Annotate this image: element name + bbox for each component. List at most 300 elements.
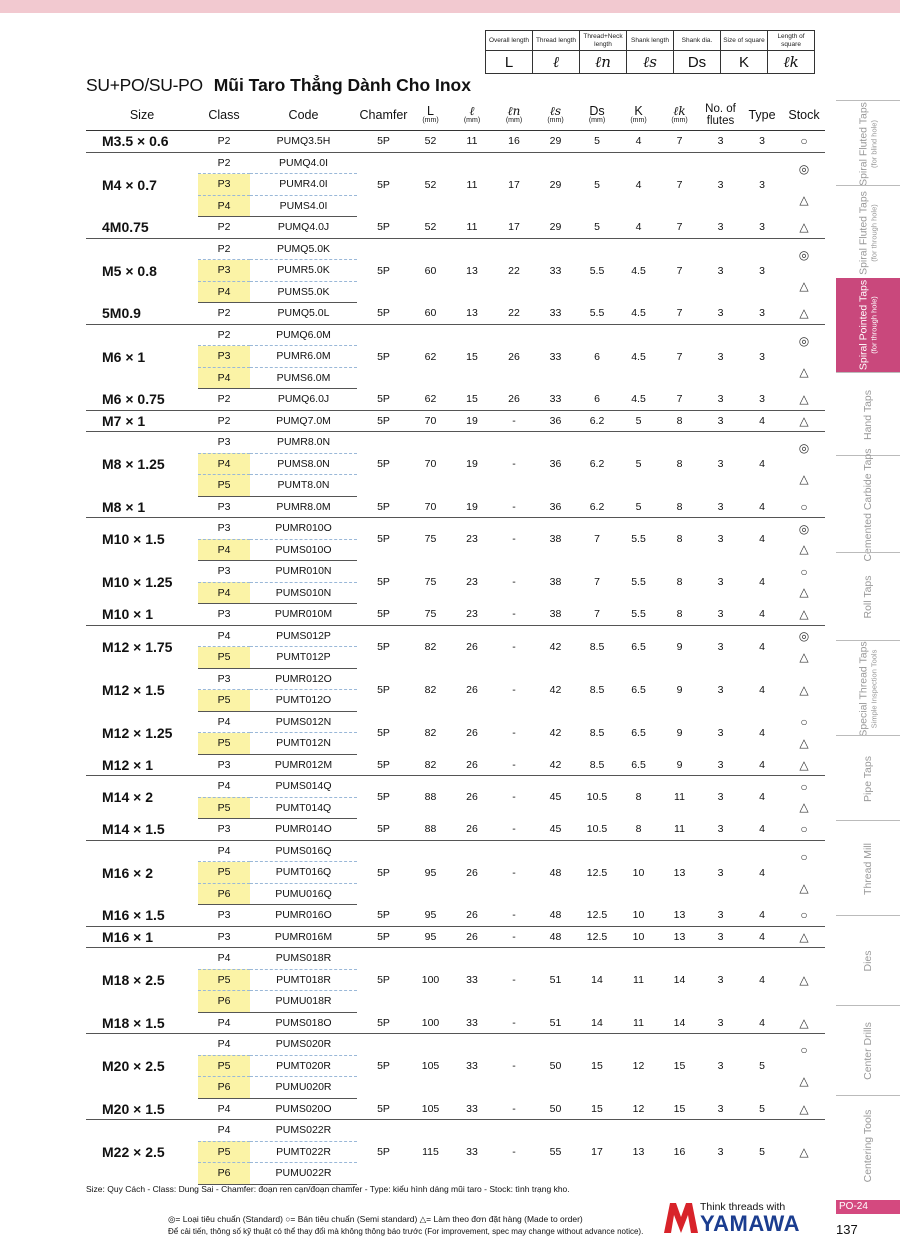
side-tab[interactable]	[836, 185, 900, 279]
side-tab-title: Spiral Pointed Taps	[857, 279, 870, 371]
dim-cell: -	[493, 604, 535, 626]
stock-cell	[783, 217, 825, 239]
dim-cell: 3	[700, 1012, 741, 1034]
dim-cell: 4	[759, 458, 765, 470]
col-L: L (mm)	[410, 100, 451, 131]
dim-cell: 3	[700, 1098, 741, 1120]
dim-cell: 5P	[357, 1012, 410, 1034]
dim-cell: 5	[594, 178, 600, 191]
dim-cell: 38	[535, 604, 576, 626]
dim-cell: 60	[424, 264, 437, 277]
dim-cell: 36	[549, 458, 562, 470]
dim-cell: 4	[741, 819, 783, 841]
class-cell: P5	[198, 969, 250, 991]
dim-cell: 5	[576, 217, 618, 239]
dim-cell: 5P	[377, 350, 390, 363]
dim-cell: 23	[451, 604, 493, 626]
dim-cell: 4	[741, 754, 783, 776]
side-tab[interactable]	[836, 735, 900, 821]
dim-cell: 50	[549, 1060, 562, 1072]
legend-symbol: ℓ	[533, 51, 580, 74]
dim-cell: 4	[759, 974, 765, 986]
dim-cell: 13	[659, 905, 700, 927]
class-cell: P5	[198, 797, 250, 819]
dim-cell: 5P	[357, 905, 410, 927]
dim-cell: 3	[700, 754, 741, 776]
dim-cell: 5.5	[618, 604, 659, 626]
table-header	[86, 100, 825, 131]
stock-symbol: ○	[800, 908, 808, 922]
dim-cell: 4	[635, 178, 642, 191]
dim-cell: 7	[676, 350, 683, 363]
stock-cell	[783, 1034, 825, 1099]
dim-cell: 4	[759, 866, 765, 879]
code-cell: PUMS010O	[250, 539, 357, 561]
dim-cell: -	[512, 791, 516, 804]
class-cell: P2	[198, 303, 250, 325]
stock-symbol: △	[799, 585, 809, 599]
dim-cell: 48	[549, 866, 562, 879]
class-cell: P4	[198, 840, 250, 862]
class-cell: P4	[198, 539, 250, 561]
code-cell: PUMT016Q	[250, 862, 357, 884]
dim-cell: 42	[549, 683, 562, 696]
side-tab[interactable]	[836, 820, 900, 916]
dim-cell: 4	[741, 1012, 783, 1034]
dim-cell: -	[493, 1012, 535, 1034]
side-tab-subtitle: (for blind hole)	[869, 119, 879, 168]
code-cell: PUMU018R	[250, 991, 357, 1013]
legend-header: Thread length	[533, 31, 580, 51]
class-cell: P2	[198, 217, 250, 239]
stock-symbol: △	[799, 607, 809, 621]
dim-cell: 52	[410, 217, 451, 239]
code-cell: PUMR6.0M	[250, 346, 357, 368]
class-cell: P4	[198, 1034, 250, 1056]
dim-cell: 75	[424, 533, 437, 546]
code-cell: PUMS8.0N	[250, 453, 357, 475]
legend-header: Thread+Neck length	[580, 31, 627, 51]
dim-cell: 13	[466, 264, 478, 277]
dim-cell: 4	[759, 640, 765, 653]
dim-cell: 9	[676, 640, 683, 653]
dim-cell: 5P	[377, 726, 390, 739]
stock-symbol: △	[799, 413, 809, 428]
dim-cell: 10.5	[576, 819, 618, 841]
dim-cell: 12	[618, 1098, 659, 1120]
legend-symbol: Ds	[674, 51, 721, 74]
dim-cell: 52	[410, 131, 451, 153]
table-row	[86, 1034, 825, 1056]
code-cell: PUMR010O	[250, 518, 357, 540]
stock-symbol: △	[799, 1074, 809, 1088]
class-cell: P5	[198, 1141, 250, 1163]
code-cell: PUMT012O	[250, 690, 357, 712]
side-tab-title: Center Drills	[862, 1022, 874, 1080]
size-cell: M6 × 0.75	[86, 389, 198, 411]
code-cell: PUMS018O	[250, 1012, 357, 1034]
stock-symbol: △	[799, 973, 809, 987]
dim-cell: 33	[549, 350, 562, 363]
stock-symbol: ◎	[798, 441, 810, 456]
dim-cell: 5P	[357, 604, 410, 626]
dim-cell: 7	[594, 533, 600, 546]
stock-symbol: △	[799, 757, 809, 772]
legend-header: Overall length	[486, 31, 533, 51]
side-tab-subtitle: Simple Inspection Tools	[869, 649, 879, 728]
stock-cell	[783, 410, 825, 432]
dim-cell: 82	[410, 754, 451, 776]
dim-cell: -	[512, 974, 516, 986]
dim-cell: -	[512, 726, 516, 739]
dim-cell: 5P	[377, 640, 390, 653]
dim-cell: 4	[741, 496, 783, 518]
stock-symbol: △	[799, 192, 809, 207]
size-cell: 5M0.9	[86, 303, 198, 325]
dim-cell: 10	[618, 905, 659, 927]
col-ls: ℓs (mm)	[535, 100, 576, 131]
stock-symbol: ○	[800, 134, 808, 149]
table-row	[86, 1120, 825, 1142]
class-cell: P6	[198, 883, 250, 905]
dim-cell: 22	[508, 264, 520, 277]
stock-cell	[783, 303, 825, 325]
dim-cell: 5P	[377, 683, 390, 696]
stock-cell	[783, 711, 825, 754]
dim-cell: 82	[424, 640, 437, 653]
stock-cell	[783, 948, 825, 1013]
stock-cell	[783, 152, 825, 217]
stock-cell	[783, 1120, 825, 1185]
stock-cell	[783, 561, 825, 604]
dim-cell: 48	[535, 926, 576, 948]
dim-cell: 5P	[377, 1146, 390, 1158]
stock-cell	[783, 668, 825, 711]
dim-cell: 8	[635, 791, 642, 804]
dim-cell: 33	[549, 264, 562, 277]
dim-cell: -	[512, 1146, 516, 1158]
dim-cell: 4.5	[618, 389, 659, 411]
stock-cell	[783, 324, 825, 389]
dim-cell: 4	[741, 604, 783, 626]
dim-cell: 4.5	[618, 303, 659, 325]
dim-cell: 5P	[377, 576, 390, 588]
table-row	[86, 1012, 825, 1034]
stock-cell	[783, 604, 825, 626]
class-cell: P4	[198, 948, 250, 970]
code-cell: PUMQ5.0K	[250, 238, 357, 260]
table-row	[86, 948, 825, 970]
dim-cell: 26	[493, 389, 535, 411]
stock-symbol: ○	[800, 849, 808, 864]
col-flutes: No. of flutes	[700, 100, 741, 131]
side-tab-title: Hand Taps	[862, 389, 874, 440]
dim-cell: 3	[700, 131, 741, 153]
dim-cell: 8.5	[576, 754, 618, 776]
dim-cell: 3	[700, 303, 741, 325]
class-cell: P4	[198, 1098, 250, 1120]
dim-cell: 51	[549, 974, 562, 986]
side-tab-label	[862, 1110, 874, 1183]
stock-symbol: △	[799, 1101, 809, 1116]
stock-symbol: ○	[800, 499, 808, 514]
class-cell: P3	[198, 819, 250, 841]
class-cell: P4	[198, 776, 250, 798]
table-row	[86, 776, 825, 798]
dim-cell: 9	[659, 754, 700, 776]
side-tab-subtitle: (for through hole)	[869, 203, 879, 262]
dim-cell: 17	[591, 1146, 603, 1158]
table-row	[86, 926, 825, 948]
dim-cell: 5	[618, 496, 659, 518]
class-cell: P3	[198, 496, 250, 518]
side-tab-label	[858, 641, 879, 736]
dim-cell: 19	[451, 496, 493, 518]
dim-cell: 10	[632, 866, 645, 879]
col-Ds: Ds (mm)	[576, 100, 618, 131]
size-cell: M16 × 2	[102, 864, 153, 881]
dim-cell: 5P	[357, 754, 410, 776]
dim-cell: 11	[451, 217, 493, 239]
dim-cell: -	[493, 1098, 535, 1120]
code-cell: PUMR012M	[250, 754, 357, 776]
dim-cell: 6.5	[631, 640, 646, 653]
dim-cell: 105	[421, 1060, 440, 1072]
dim-cell: 42	[549, 726, 562, 739]
table-row	[86, 840, 825, 862]
code-cell: PUMT018R	[250, 969, 357, 991]
table-row	[86, 905, 825, 927]
size-cell: M8 × 1	[86, 496, 198, 518]
dim-cell: 5P	[377, 178, 390, 191]
class-cell: P4	[198, 711, 250, 733]
dim-cell: 5P	[377, 533, 390, 546]
class-cell: P6	[198, 1077, 250, 1099]
dim-cell: 14	[659, 1012, 700, 1034]
dim-cell: 6.2	[576, 496, 618, 518]
top-color-bar	[0, 0, 900, 13]
col-stock: Stock	[783, 100, 825, 131]
col-K: K (mm)	[618, 100, 659, 131]
code-cell: PUMS014Q	[250, 776, 357, 798]
col-lk: ℓk (mm)	[659, 100, 700, 131]
dim-cell: 3	[700, 926, 741, 948]
dim-cell: -	[512, 1060, 516, 1072]
dim-cell: 11	[618, 1012, 659, 1034]
dim-cell: 5P	[357, 926, 410, 948]
dim-cell: 3	[717, 640, 724, 653]
dim-cell: 15	[576, 1098, 618, 1120]
dim-cell: 55	[549, 1146, 562, 1158]
dim-cell: -	[512, 458, 516, 470]
dim-cell: 82	[424, 726, 437, 739]
dim-cell: 5	[618, 410, 659, 432]
dim-cell: 14	[576, 1012, 618, 1034]
code-cell: PUMQ6.0J	[250, 389, 357, 411]
col-code: Code	[250, 100, 357, 131]
dim-cell: 33	[535, 303, 576, 325]
dim-cell: 3	[717, 178, 724, 191]
dim-cell: 29	[535, 131, 576, 153]
size-cell: M10 × 1.25	[102, 574, 173, 590]
dim-cell: 12.5	[586, 866, 608, 879]
side-tab-title: Special Thread Taps	[857, 640, 870, 737]
stock-symbol: △	[799, 735, 809, 750]
class-cell: P3	[198, 561, 250, 583]
dim-cell: 7	[659, 217, 700, 239]
code-cell: PUMT014Q	[250, 797, 357, 819]
stock-symbol: △	[799, 542, 809, 557]
code-cell: PUMQ5.0L	[250, 303, 357, 325]
side-tab-subtitle: (for through hole)	[869, 296, 879, 354]
side-tab[interactable]	[836, 1005, 900, 1096]
dim-cell: 8	[676, 576, 683, 588]
dim-cell: 3	[717, 350, 724, 363]
code-cell: PUMR4.0I	[250, 174, 357, 196]
stock-cell	[783, 926, 825, 948]
dim-cell: 4	[618, 131, 659, 153]
dim-cell: 16	[493, 131, 535, 153]
table-row	[86, 668, 825, 690]
size-cell: M20 × 2.5	[102, 1058, 165, 1074]
side-tab-title: Centering Tools	[862, 1109, 874, 1183]
dim-cell: 8	[618, 819, 659, 841]
stock-symbol: ○	[800, 779, 808, 794]
code-cell: PUMR012O	[250, 668, 357, 690]
side-tab-label	[858, 280, 879, 370]
dim-cell: 3	[759, 350, 765, 363]
class-cell: P3	[198, 260, 250, 282]
side-tab[interactable]	[836, 100, 900, 186]
dim-cell: 4	[759, 683, 765, 696]
dim-cell: 33	[535, 389, 576, 411]
dim-cell: 14	[591, 974, 603, 986]
size-cell: M12 × 1.25	[102, 724, 173, 741]
dim-cell: 5P	[377, 264, 390, 277]
dim-cell: 11	[451, 131, 493, 153]
table-row	[86, 754, 825, 776]
class-cell: P5	[198, 475, 250, 497]
side-tab[interactable]	[836, 372, 900, 456]
dim-cell: 45	[549, 791, 562, 804]
dim-cell: 3	[700, 389, 741, 411]
dim-cell: 45	[535, 819, 576, 841]
dim-cell: 5P	[377, 791, 390, 804]
side-tab-label	[862, 448, 874, 561]
side-tab[interactable]	[836, 1095, 900, 1196]
dim-cell: 3	[759, 264, 765, 277]
dim-cell: 11	[659, 819, 700, 841]
dim-cell: 7	[676, 264, 683, 277]
size-cell: M10 × 1.5	[102, 531, 165, 548]
code-cell: PUMQ6.0M	[250, 324, 357, 346]
dim-cell: 5P	[357, 1098, 410, 1120]
dim-cell: 42	[535, 754, 576, 776]
col-size: Size	[86, 100, 198, 131]
side-tab[interactable]	[836, 552, 900, 641]
dim-cell: 4	[741, 410, 783, 432]
dim-cell: 17	[493, 217, 535, 239]
class-cell: P3	[198, 346, 250, 368]
code-cell: PUMR8.0M	[250, 496, 357, 518]
size-cell: M3.5 × 0.6	[86, 131, 198, 153]
size-cell: M14 × 1.5	[86, 819, 198, 841]
code-cell: PUMT012N	[250, 733, 357, 755]
dim-cell: 6	[594, 350, 600, 363]
dim-cell: 23	[466, 576, 478, 588]
page-number: 137	[836, 1222, 858, 1237]
dim-cell: 8.5	[589, 640, 605, 653]
stock-symbol: ◎	[798, 521, 810, 536]
stock-symbol: ○	[800, 715, 808, 729]
class-cell: P5	[198, 690, 250, 712]
dim-cell: 4	[618, 217, 659, 239]
stock-symbol: ◎	[798, 247, 810, 262]
dim-cell: 12.5	[576, 905, 618, 927]
col-type: Type	[741, 100, 783, 131]
side-tab[interactable]	[836, 278, 900, 372]
code-cell: PUMS012P	[250, 625, 357, 647]
dim-cell: 3	[741, 389, 783, 411]
dim-cell: 3	[717, 1146, 724, 1158]
code-cell: PUMQ4.0I	[250, 152, 357, 174]
stock-symbol: △	[799, 880, 809, 895]
table-row	[86, 217, 825, 239]
side-tab-title: Pipe Taps	[862, 755, 874, 802]
side-tab-label	[862, 756, 874, 802]
code-cell: PUMT022R	[250, 1141, 357, 1163]
dim-cell: 7	[576, 604, 618, 626]
legend-header: Shank length	[627, 31, 674, 51]
side-tab-label	[858, 102, 879, 186]
side-tab-label	[862, 843, 874, 895]
legend-symbol: K	[721, 51, 768, 74]
dim-cell: 8	[659, 496, 700, 518]
table-row	[86, 238, 825, 260]
table-row	[86, 625, 825, 647]
class-cell: P5	[198, 1055, 250, 1077]
code-cell: PUMT020R	[250, 1055, 357, 1077]
stock-cell	[783, 1012, 825, 1034]
dim-cell: 95	[410, 926, 451, 948]
class-cell: P2	[198, 389, 250, 411]
side-tab[interactable]	[836, 640, 900, 736]
legend-header: Shank dia.	[674, 31, 721, 51]
dim-cell: 48	[535, 905, 576, 927]
class-cell: P4	[198, 1120, 250, 1142]
dim-cell: 22	[493, 303, 535, 325]
dim-cell: 19	[451, 410, 493, 432]
stock-symbol: △	[799, 682, 809, 697]
col-l: ℓ (mm)	[451, 100, 493, 131]
dim-cell: 8.5	[589, 726, 605, 739]
stock-symbol: △	[799, 364, 809, 379]
dim-cell: 51	[535, 1012, 576, 1034]
side-tab[interactable]	[836, 915, 900, 1006]
dim-cell: 5	[759, 1060, 765, 1072]
col-ln: ℓn (mm)	[493, 100, 535, 131]
dim-cell: -	[493, 496, 535, 518]
dim-cell: 5P	[377, 1060, 390, 1072]
dim-cell: 26	[466, 640, 478, 653]
size-cell: M18 × 1.5	[86, 1012, 198, 1034]
product-name: Mũi Taro Thẳng Dành Cho Inox	[213, 75, 471, 95]
dim-cell: 7	[659, 303, 700, 325]
side-tab[interactable]	[836, 447, 900, 562]
class-cell: P2	[198, 131, 250, 153]
dim-cell: 7	[659, 389, 700, 411]
stock-cell	[783, 238, 825, 303]
